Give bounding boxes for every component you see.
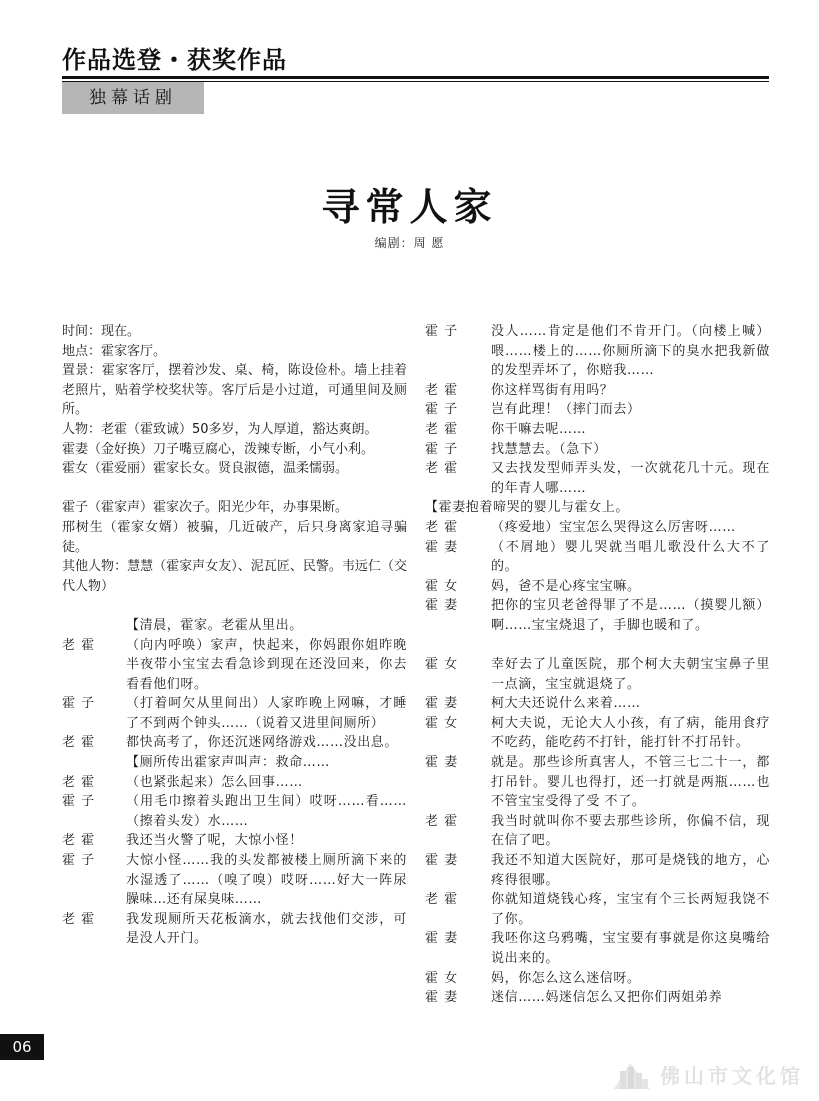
dialogue-line — [425, 969, 770, 989]
dialogue-text: 我还当火警了呢，大惊小怪！ — [126, 833, 303, 849]
speaker-name: 霍 女 — [425, 970, 459, 986]
dialogue-text: 就是。那些诊所真害人，不管三七二十一，都打吊针。婴儿也得打，还一打就是两瓶……也不管宝宝受得了受 不了。 — [491, 755, 770, 810]
speaker-name: 老 霍 — [62, 735, 96, 751]
speaker-name: 霍 子 — [425, 324, 459, 339]
header-rule — [62, 76, 769, 79]
speaker-name: 老 霍 — [62, 833, 96, 849]
watermark-text: 佛山市文化馆 — [660, 1063, 804, 1088]
dialogue-line — [425, 322, 770, 381]
dialogue-line — [425, 538, 770, 577]
watermark — [612, 1054, 812, 1094]
dialogue-text: 我还不知道大医院好，那可是烧钱的地方，心疼得很哪。 — [491, 853, 770, 888]
setting-paragraph: 邢树生（霍家女婿）被骗，几近破产，后只身离家追寻骗徒。 — [62, 519, 407, 555]
dialogue-line — [425, 988, 770, 1008]
dialogue-text: 我当时就叫你不要去那些诊所，你偏不信，现在信了吧。 — [491, 813, 770, 849]
dialogue-text: （不屑地）婴儿哭就当唱儿歌没什么大不了的。 — [491, 539, 770, 575]
dialogue-line — [425, 440, 770, 460]
building-icon — [612, 1057, 652, 1091]
speaker-name: 霍 妻 — [425, 539, 459, 555]
speaker-name: 霍 妻 — [425, 990, 459, 1006]
dialogue-text: （也紧张起来）怎么回事…… — [126, 774, 303, 790]
dialogue-text: 妈，爸不是心疼宝宝嘛。 — [491, 578, 641, 594]
play-title: 寻常人家 — [321, 185, 498, 229]
dialogue-line — [62, 792, 407, 831]
dialogue-text: 幸好去了儿童医院，那个柯大夫朝宝宝鼻子里一点滴，宝宝就退烧了。 — [491, 657, 770, 692]
dialogue-text: 把你的宝贝老爸得罪了不是……（摸婴儿额）啊……宝宝烧退了，手脚也暖和了。 — [491, 598, 770, 633]
dialogue-line — [62, 773, 407, 793]
dialogue-text: 没人……肯定是他们不肯开门。（向楼上喊）喂……楼上的……你厕所滴下的臭水把我新做的发型弄坏了，你赔我…… — [491, 324, 770, 379]
dialogue-text: 柯大夫还说什么来着…… — [491, 696, 641, 712]
dialogue-text: （疼爱地）宝宝怎么哭得这么厉害呀…… — [491, 519, 736, 535]
page-number: 06 — [0, 1034, 44, 1060]
dialogue-line — [62, 733, 407, 753]
dialogue-line — [425, 890, 770, 929]
dialogue-line — [62, 851, 407, 910]
dialogue-text: 我呸你这乌鸦嘴，宝宝要有事就是你这臭嘴给说出来的。 — [491, 931, 770, 966]
dialogue-line — [425, 400, 770, 420]
dialogue-text: （用毛巾擦着头跑出卫生间）哎呀……看……（擦着头发）水…… — [126, 794, 407, 829]
setting-paragraph: 霍女（霍爱丽）霍家长女。贤良淑德，温柔懦弱。 — [62, 461, 349, 477]
dialogue-text: 大惊小怪……我的头发都被楼上厕所滴下来的水湿透了……（嗅了嗅）哎呀……好大一阵尿臊味…还有屎臭味…… — [126, 853, 407, 908]
speaker-name: 霍 女 — [425, 578, 459, 594]
dialogue-line — [425, 420, 770, 440]
setting-paragraph: 地点：霍家客厅。 — [62, 343, 167, 359]
dialogue-line — [425, 577, 770, 597]
dialogue-line — [62, 831, 407, 851]
speaker-name: 霍 子 — [425, 441, 459, 457]
speaker-name: 老 霍 — [425, 421, 459, 437]
dialogue-text: 岂有此理！（摔门而去） — [491, 402, 641, 418]
dialogue-line — [425, 459, 770, 498]
speaker-name: 霍 子 — [425, 402, 459, 418]
speaker-name: 霍 子 — [62, 794, 96, 810]
dialogue-text: 又去找发型师弄头发，一次就花几十元。现在的年青人哪…… — [491, 461, 770, 496]
dialogue-text: 你干嘛去呢…… — [491, 421, 587, 437]
speaker-name: 老 霍 — [62, 774, 96, 790]
speaker-name: 老 霍 — [425, 382, 459, 398]
speaker-name: 老 霍 — [425, 461, 459, 477]
dialogue-line — [62, 910, 407, 949]
speaker-name: 霍 女 — [425, 657, 459, 673]
speaker-name: 老 霍 — [62, 911, 96, 927]
dialogue-text: （向内呼唤）家声，快起来，你妈跟你姐昨晚半夜带小宝宝去看急诊到现在还没回来，你去看看他们呀。 — [126, 637, 407, 692]
play-byline: 编剧：周 愿 — [374, 236, 445, 250]
speaker-name: 霍 妻 — [425, 598, 459, 614]
dialogue-text: 都快高考了，你还沉迷网络游戏……没出息。 — [126, 735, 399, 751]
text-column-right — [425, 322, 770, 1008]
dialogue-text: 妈，你怎么这么迷信呀。 — [491, 970, 641, 986]
speaker-name: 霍 子 — [62, 853, 96, 869]
dialogue-line — [62, 636, 407, 695]
speaker-name: 老 霍 — [425, 892, 459, 908]
magazine-section-title: 作品选登・获奖作品 — [62, 46, 287, 74]
stage-direction: 【清晨，霍家。老霍从里出。 — [126, 617, 303, 633]
speaker-name: 老 霍 — [425, 519, 459, 535]
dialogue-text: （打着呵欠从里间出）人家昨晚上网嘛，才睡了不到两个钟头……（说着又进里间厕所） — [126, 696, 407, 731]
dialogue-text: 迷信……妈迷信怎么又把你们两姐弟养 — [491, 990, 723, 1006]
dialogue-line — [425, 694, 770, 714]
dialogue-line — [425, 929, 770, 968]
speaker-name: 霍 妻 — [425, 853, 459, 869]
speaker-name: 霍 子 — [62, 696, 96, 712]
speaker-name: 霍 妻 — [425, 755, 459, 771]
dialogue-line — [62, 694, 407, 733]
dialogue-line — [425, 812, 770, 851]
dialogue-line — [425, 655, 770, 694]
dialogue-text: 你这样骂街有用吗？ — [491, 382, 614, 398]
genre-tag: 独幕话剧 — [62, 82, 204, 114]
dialogue-line — [425, 714, 770, 753]
setting-paragraph: 其他人物：慧慧（霍家声女友）、泥瓦匠、民警。韦远仁（交代人物） — [62, 559, 407, 594]
setting-paragraph: 置景：霍家客厅，摆着沙发、桌、椅，陈设俭朴。墙上挂着老照片，贴着学校奖状等。客厅后是小过道，可通里间及厕所。 — [62, 363, 407, 418]
setting-paragraph: 时间：现在。 — [62, 324, 141, 339]
speaker-name: 霍 妻 — [425, 696, 459, 712]
dialogue-text: 你就知道烧钱心疼，宝宝有个三长两短我饶不了你。 — [491, 892, 770, 927]
dialogue-line — [425, 596, 770, 635]
dialogue-line — [425, 753, 770, 812]
speaker-name: 霍 女 — [425, 715, 459, 731]
dialogue-text: 找慧慧去。（急下） — [491, 441, 607, 457]
setting-paragraph: 霍妻（金好换）刀子嘴豆腐心，泼辣专断，小气小利。 — [62, 441, 375, 457]
setting-paragraph: 霍子（霍家声）霍家次子。阳光少年，办事果断。 — [62, 500, 349, 516]
dialogue-line — [425, 851, 770, 890]
dialogue-line — [425, 518, 770, 538]
speaker-name: 老 霍 — [425, 813, 459, 829]
stage-direction: 【厕所传出霍家声叫声：救命…… — [126, 755, 331, 771]
text-column-left — [62, 322, 407, 949]
dialogue-line — [425, 381, 770, 401]
dialogue-text: 柯大夫说，无论大人小孩，有了病，能用食疗不吃药，能吃药不打针，能打针不打吊针。 — [491, 715, 770, 751]
speaker-name: 霍 妻 — [425, 931, 459, 947]
setting-paragraph: 人物：老霍（霍致诚）50多岁，为人厚道，豁达爽朗。 — [62, 421, 378, 437]
dialogue-text: 我发现厕所天花板滴水，就去找他们交涉，可是没人开门。 — [126, 911, 407, 947]
speaker-name: 老 霍 — [62, 637, 96, 653]
stage-direction: 【霍妻抱着啼哭的婴儿与霍女上。 — [425, 500, 630, 516]
